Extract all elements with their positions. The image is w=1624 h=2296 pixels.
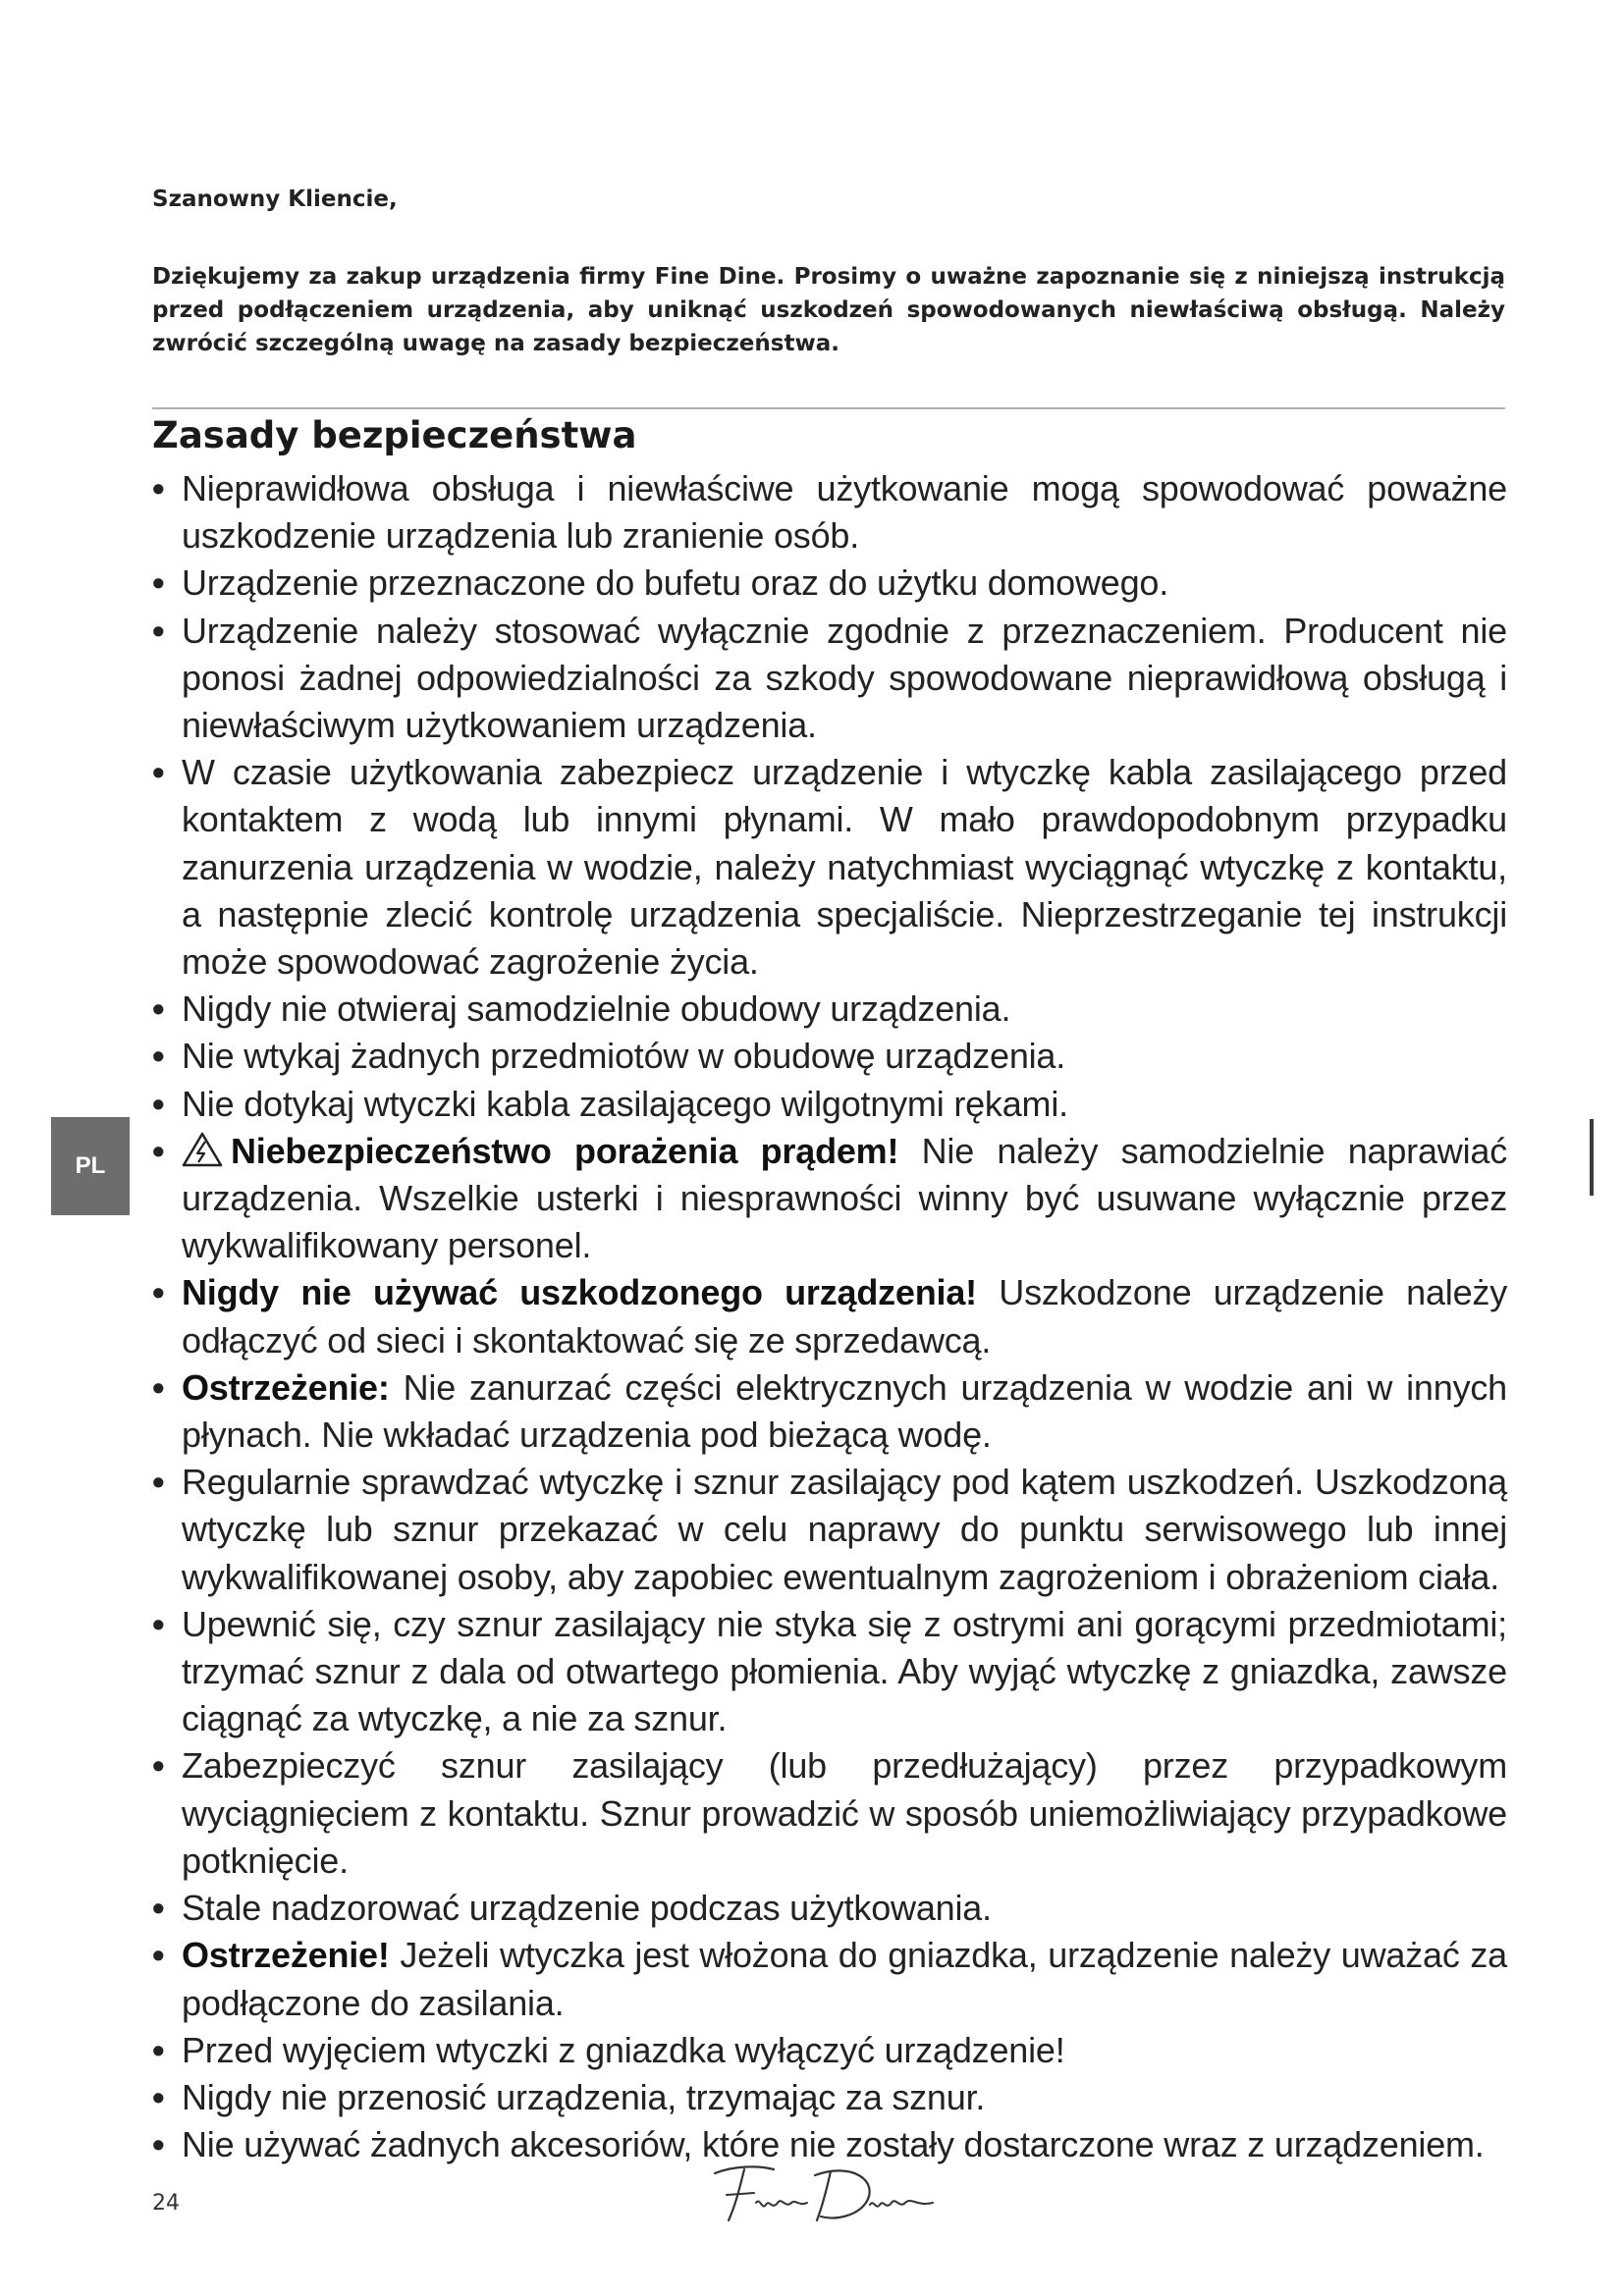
greeting: Szanowny Kliencie, <box>152 187 398 212</box>
list-item <box>152 2074 1507 2121</box>
electric-shock-warning-icon <box>182 1132 223 1167</box>
list-item <box>152 1885 1507 1932</box>
safety-rules-list <box>152 465 1507 2168</box>
rule-text: Regularnie sprawdzać wtyczkę i sznur zasilający pod kątem uszkodzeń. Uszkodzoną wtyczkę lub sznur przekazać w celu naprawy do punktu serwisowego lub innej wykwalifikowanej osoby, aby zapobiec ewentualnym zagrożeniom i obrażeniom ciała. <box>182 1462 1507 1597</box>
rule-text: Nie używać żadnych akcesoriów, które nie zostały dostarczone wraz z urządzeniem. <box>182 2124 1485 2165</box>
list-item <box>152 1459 1507 1601</box>
rule-text: Uszkodzone urządzenie należy odłączyć od sieci i skontaktować się ze sprzedawcą. <box>182 1272 1507 1361</box>
rule-text: Urządzenie przeznaczone do bufetu oraz do użytku domowego. <box>182 562 1169 604</box>
page-edge-marker <box>1590 1119 1594 1196</box>
rule-text: Nie wtykaj żadnych przedmiotów w obudowę urządzenia. <box>182 1036 1066 1077</box>
rule-text: Nigdy nie otwieraj samodzielnie obudowy urządzenia. <box>182 988 1011 1030</box>
list-item <box>152 2027 1507 2074</box>
section-title: Zasady bezpieczeństwa <box>152 414 637 456</box>
list-item <box>152 986 1507 1033</box>
rule-text: Nie dotykaj wtyczki kabla zasilającego wilgotnymi rękami. <box>182 1083 1068 1124</box>
intro-paragraph: Dziękujemy za zakup urządzenia firmy Fine Dine. Prosimy o uważne zapoznanie się z niniejszą instrukcją przed podłączeniem urządzenia, aby uniknąć uszkodzeń spowodowanych niewłaściwą obsługą. Należy zwrócić szczególną uwagę na zasady bezpieczeństwa. <box>152 264 1505 356</box>
rule-text: Upewnić się, czy sznur zasilający nie styka się z ostrymi ani gorącymi przedmiotami; trzymać sznur z dala od otwartego płomienia. Aby wyjąć wtyczkę z gniazdka, zawsze ciągnąć za wtyczkę, a nie za sznur. <box>182 1603 1507 1739</box>
list-item <box>152 1033 1507 1080</box>
rule-text: Urządzenie należy stosować wyłącznie zgodnie z przeznaczeniem. Producent nie ponosi żadnej odpowiedzialności za szkody spowodowane nieprawidłową obsługą i niewłaściwym użytkowaniem urządzenia. <box>182 610 1507 746</box>
fine-dine-logo <box>705 2152 950 2230</box>
rule-lead: Ostrzeżenie: <box>182 1366 390 1408</box>
list-item <box>152 1742 1507 1885</box>
language-tab: PL <box>51 1117 130 1215</box>
rule-text: W czasie użytkowania zabezpiecz urządzenie i wtyczkę kabla zasilającego przed kontaktem z wodą lub innymi płynami. W mało prawdopodobnym przypadku zanurzenia urządzenia w wodzie, należy natychmiast wyciągnąć wtyczkę z kontaktu, a następnie zlecić kontrolę urządzenia specjaliście. Nieprzestrzeganie tej instrukcji może spowodować zagrożenie życia. <box>182 752 1507 983</box>
rule-text: Zabezpieczyć sznur zasilający (lub przedłużający) przez przypadkowym wyciągnięciem z kontaktu. Sznur prowadzić w sposób uniemożliwiający przypadkowe potknięcie. <box>182 1745 1507 1881</box>
rule-text: Nieprawidłowa obsługa i niewłaściwe użytkowanie mogą spowodować poważne uszkodzenie urządzenia lub zranienie osób. <box>182 468 1507 557</box>
rule-text: Nie zanurzać części elektrycznych urządzenia w wodzie ani w innych płynach. Nie wkładać urządzenia pod bieżącą wodę. <box>182 1366 1507 1456</box>
rule-text: Jeżeli wtyczka jest włożona do gniazdka, urządzenie należy uważać za podłączone do zasilania. <box>182 1935 1507 2023</box>
rule-text: Przed wyjęciem wtyczki z gniazdka wyłączyć urządzenie! <box>182 2029 1065 2070</box>
list-item <box>152 1128 1507 1270</box>
list-item <box>152 1601 1507 1743</box>
list-item <box>152 1932 1507 2026</box>
list-item <box>152 608 1507 750</box>
list-item <box>152 1364 1507 1459</box>
list-item <box>152 1269 1507 1363</box>
list-item <box>152 465 1507 560</box>
rule-lead: Nigdy nie używać uszkodzonego urządzenia! <box>182 1272 977 1313</box>
list-item <box>152 1081 1507 1128</box>
page-number: 24 <box>152 2191 180 2216</box>
list-item <box>152 560 1507 607</box>
rule-lead: Ostrzeżenie! <box>182 1935 390 1976</box>
rule-text: Nigdy nie przenosić urządzenia, trzymając za sznur. <box>182 2076 986 2117</box>
rule-text: Stale nadzorować urządzenie podczas użytkowania. <box>182 1888 992 1929</box>
divider <box>152 407 1505 409</box>
rule-lead: Niebezpieczeństwo porażenia prądem! <box>231 1130 899 1171</box>
list-item <box>152 749 1507 986</box>
rule-text: Nie należy samodzielnie naprawiać urządzenia. Wszelkie usterki i niesprawności winny być usuwane wyłącznie przez wykwalifikowany personel. <box>182 1130 1507 1266</box>
